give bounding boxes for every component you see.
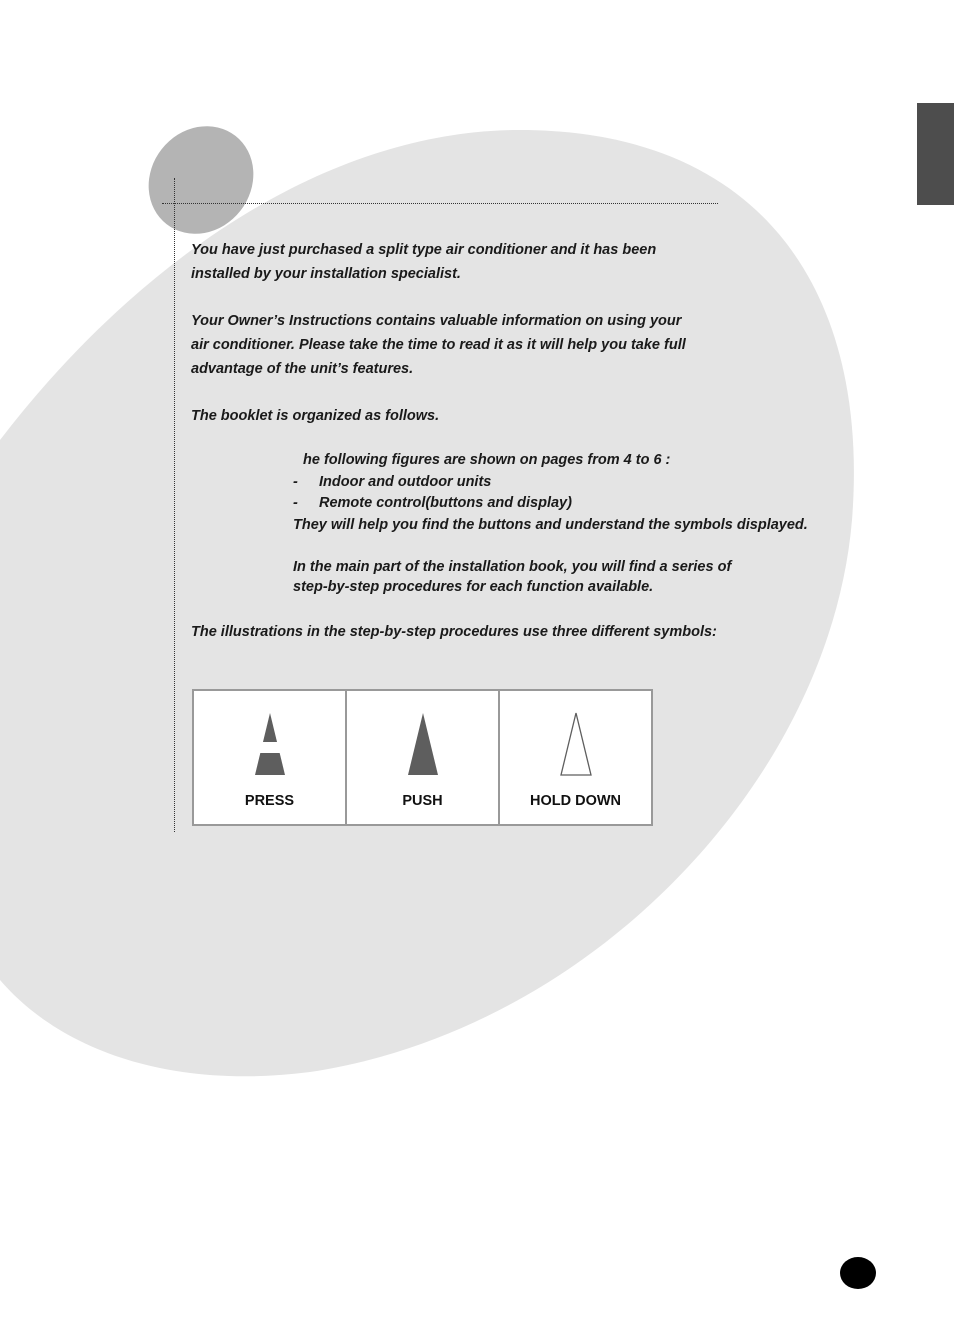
page-number-dot [840, 1257, 876, 1289]
intro-paragraph-2 [191, 309, 686, 381]
symbol-label-push: PUSH [402, 793, 443, 809]
figures-note: They will help you find the buttons and understand the symbols displayed. [293, 516, 808, 533]
margin-dotted-rule [174, 178, 175, 832]
press-triangle-icon [253, 711, 287, 777]
push-triangle-icon [406, 711, 440, 777]
main-line: step-by-step procedures for each function available. [293, 578, 654, 595]
symbol-label-press: PRESS [244, 793, 295, 809]
list-item [293, 474, 491, 490]
intro-line: air conditioner. Please take the time to read it as it will help you take full [191, 337, 686, 353]
symbol-cell-hold-down [500, 691, 651, 824]
intro-paragraph-1 [191, 238, 656, 286]
list-bullet: - [293, 473, 298, 490]
hold-down-triangle-icon [559, 711, 593, 777]
intro-line: installed by your installation specialist. [191, 266, 461, 282]
intro-paragraph-3: The booklet is organized as follows. [191, 408, 440, 424]
intro-line: Your Owner’s Instructions contains valuable information on using your [191, 313, 682, 329]
symbol-label-hold-down: HOLD DOWN [529, 793, 621, 809]
intro-line: advantage of the unit’s features. [191, 361, 414, 377]
symbols-table [192, 689, 653, 826]
main-part-block [293, 558, 731, 597]
figures-block [293, 450, 808, 536]
main-line: In the main part of the installation book, you will find a series of [293, 559, 732, 575]
symbol-cell-press [194, 691, 347, 824]
side-chapter-tab [917, 103, 954, 205]
figures-line: he following figures are shown on pages from 4 to 6 : [303, 452, 671, 468]
list-item [293, 495, 572, 511]
list-item-text: Indoor and outdoor units [319, 473, 492, 490]
intro-line: You have just purchased a split type air conditioner and it has been [191, 242, 657, 258]
list-item-text: Remote control(buttons and display) [319, 495, 572, 511]
symbol-cell-push [347, 691, 500, 824]
header-dotted-rule [162, 203, 718, 204]
list-bullet: - [293, 495, 298, 511]
symbols-intro: The illustrations in the step-by-step procedures use three different symbols: [191, 624, 717, 640]
